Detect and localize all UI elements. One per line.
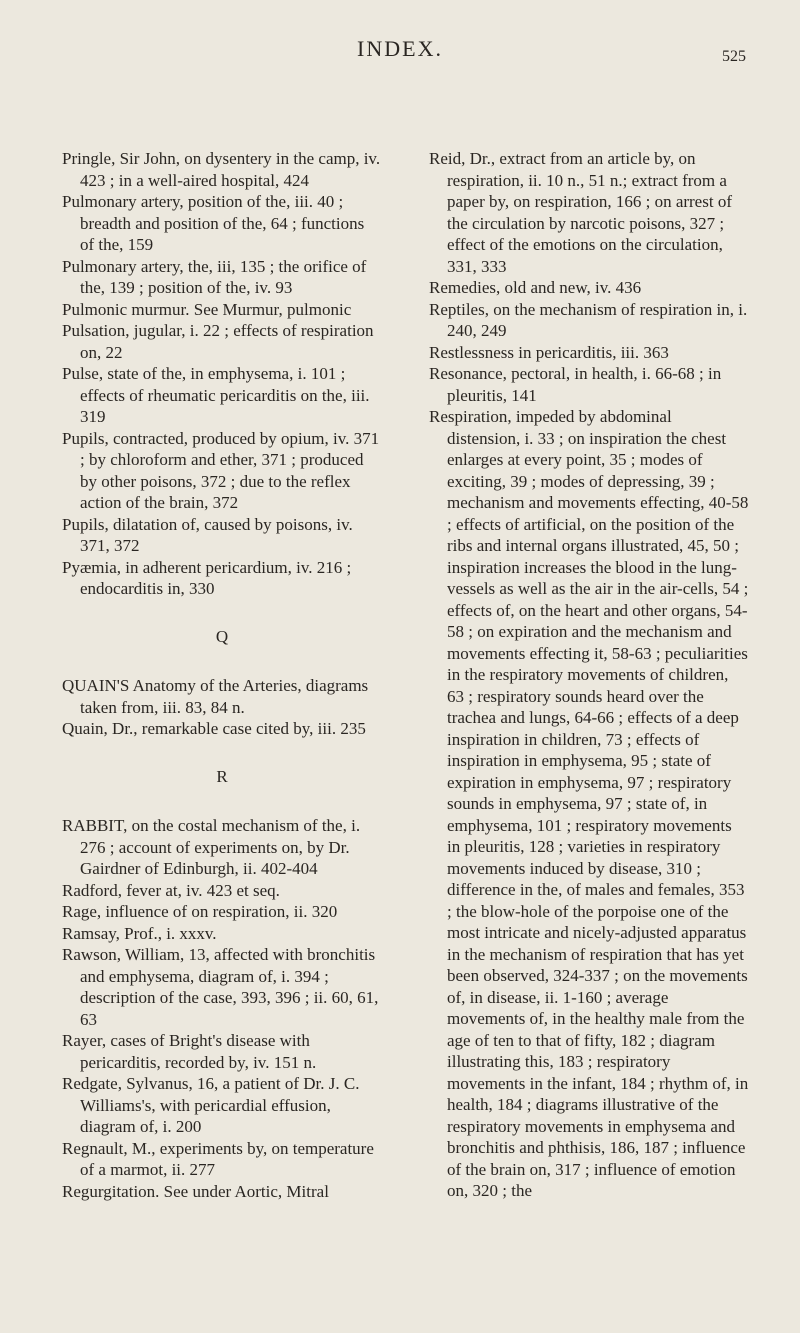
index-entry: Respiration, impeded by abdominal distension, i. 33 ; on inspiration the chest enlarges at every point, 35 ; modes of exciting, 39 ; modes of depressing, 39 ; mechanism and movements effecting, 40-58 ; effects of artificial, on the position of the ribs and internal organs illustrated, 45, 50 ; inspiration increases the blood in the lung-vessels as well as the air in the air-cells, 54 ; effects of, on the heart and other organs, 54-58 ; on expiration and the mechanism and movements effecting it, 58-63 ; peculiarities in the respiratory movements of children, 63 ; respiratory sounds heard over the trachea and lungs, 64-66 ; effects of a deep inspiration in children, 73 ; effects of inspiration in emphysema, 95 ; state of expiration in emphysema, 97 ; respiratory sounds in emphysema, 97 ; state of, in emphysema, 101 ; respiratory movements in pleuritis, 128 ; varieties in respiratory movements induced by disease, 310 ; difference in the, of males and females, 353 ; the blow-hole of the porpoise one of the most intricate and nicely-adjusted apparatus in the mechanism of respiration that has yet been observed, 324-337 ; on the movements of, in disease, ii. 1-160 ; average movements of, in the healthy male from the age of ten to that of fifty, 182 ; diagram illustrating this, 183 ; respiratory movements in the infant, 184 ; rhythm of, in health, 184 ; diagrams illustrative of the respiratory movements in emphysema and bronchitis and phthisis, 186, 187 ; influence of the brain on, 317 ; influence of emotion on, 320 ; the <box>429 407 749 1200</box>
index-entry: Radford, fever at, iv. 423 et seq. <box>62 880 280 900</box>
index-entry: Pyæmia, in adherent pericardium, iv. 216 ; endocarditis in, 330 <box>62 557 352 598</box>
index-entry: Rage, influence of on respiration, ii. 320 <box>62 902 338 921</box>
page-number: 525 <box>722 48 746 65</box>
index-entry: Reptiles, on the mechanism of respiration in, i. 240, 249 <box>429 299 748 340</box>
index-entry: Remedies, old and new, iv. 436 <box>429 278 642 297</box>
index-entry: Pupils, dilatation of, caused by poisons, iv. 371, 372 <box>62 514 353 555</box>
index-entry: Regnault, M., experiments by, on temperature of a marmot, ii. 277 <box>62 1138 374 1179</box>
left-column <box>62 148 382 1202</box>
section-letter-q: Q <box>215 626 229 646</box>
index-entry: Rawson, William, 13, affected with bronchitis and emphysema, diagram of, i. 394 ; description of the case, 393, 396 ; ii. 60, 61, 63 <box>62 945 379 1029</box>
index-entry: Pringle, Sir John, on dysentery in the camp, iv. 423 ; in a well-aired hospital, 424 <box>62 149 381 190</box>
index-entry: Pulmonic murmur. See Murmur, pulmonic <box>62 299 352 319</box>
index-entry: Regurgitation. See under Aortic, Mitral <box>62 1181 329 1201</box>
index-entry: QUAIN'S Anatomy of the Arteries, diagrams taken from, iii. 83, 84 n. <box>62 676 369 717</box>
index-entry: Rayer, cases of Bright's disease with pericarditis, recorded by, iv. 151 n. <box>62 1031 317 1072</box>
index-entry: Pupils, contracted, produced by opium, iv. 371 ; by chloroform and ether, 371 ; produced by other poisons, 372 ; due to the reflex action of the brain, 372 <box>62 428 380 512</box>
index-entry: RABBIT, on the costal mechanism of the, i. 276 ; account of experiments on, by Dr. Gairdner of Edinburgh, ii. 402-404 <box>62 816 361 878</box>
index-entry: Ramsay, Prof., i. xxxv. <box>62 923 217 943</box>
index-entry: Quain, Dr., remarkable case cited by, iii. 235 <box>62 719 366 738</box>
index-entry: Reid, Dr., extract from an article by, on respiration, ii. 10 n., 51 n.; extract from a paper by, on respiration, 166 ; on arrest of the circulation by narcotic poisons, 327 ; effect of the emotions on the circulation, 331, 333 <box>429 149 732 276</box>
running-head: INDEX. <box>357 36 443 61</box>
index-entry: Resonance, pectoral, in health, i. 66-68 ; in pleuritis, 141 <box>429 364 722 405</box>
index-entry: Pulsation, jugular, i. 22 ; effects of respiration on, 22 <box>62 321 374 362</box>
section-letter-r: R <box>216 766 228 786</box>
index-entry: Restlessness in pericarditis, iii. 363 <box>429 342 669 362</box>
index-entry: Pulmonary artery, the, iii, 135 ; the orifice of the, 139 ; position of the, iv. 93 <box>62 256 367 297</box>
index-entry: Redgate, Sylvanus, 16, a patient of Dr. J. C. Williams's, with pericardial effusion, diagram of, i. 200 <box>62 1074 360 1136</box>
index-entry: Pulse, state of the, in emphysema, i. 101 ; effects of rheumatic pericarditis on the, iii. 319 <box>62 364 370 426</box>
right-column <box>429 148 749 1202</box>
index-entry: Pulmonary artery, position of the, iii. 40 ; breadth and position of the, 64 ; functions of the, 159 <box>62 192 365 254</box>
